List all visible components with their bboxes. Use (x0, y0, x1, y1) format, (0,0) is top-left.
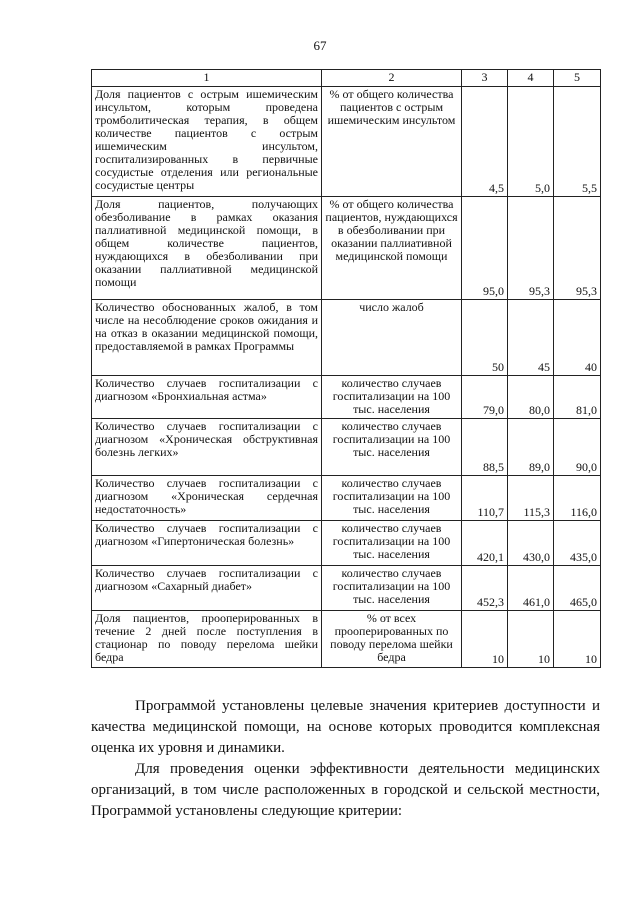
value-cell: 10 (508, 611, 554, 668)
table-row (92, 197, 601, 300)
value-cell: 115,3 (508, 476, 554, 521)
paragraph: Для проведения оценки эффективности деятельности медицинских организаций, в том числе расположенных в городской и сельской местности, Программой установлены следующие критерии: (91, 761, 600, 819)
value-cell: 110,7 (462, 476, 508, 521)
indicator-cell: Количество случаев госпитализации с диагнозом «Сахарный диабет» (92, 566, 322, 611)
column-header: 2 (322, 70, 462, 87)
value-cell: 90,0 (554, 419, 601, 476)
value-cell: 452,3 (462, 566, 508, 611)
table-row (92, 419, 601, 476)
indicator-cell: Доля пациентов, прооперированных в течение 2 дней после поступления в стационар по поводу перелома шейки бедра (92, 611, 322, 668)
value-cell: 465,0 (554, 566, 601, 611)
indicator-cell: Количество обоснованных жалоб, в том числе на несоблюдение сроков ожидания и на отказ в оказании медицинской помощи, предоставляемой в рамках Программы (92, 300, 322, 376)
column-header: 5 (554, 70, 601, 87)
value-cell: 4,5 (462, 87, 508, 197)
value-cell: 435,0 (554, 521, 601, 566)
value-cell: 5,0 (508, 87, 554, 197)
paragraph: Программой установлены целевые значения критериев доступности и качества медицинской помощи, на основе которых проводится комплексная оценка их уровня и динамики. (91, 698, 600, 756)
unit-cell: количество случаев госпитализации на 100 тыс. населения (322, 419, 462, 476)
column-header: 3 (462, 70, 508, 87)
body-text (91, 696, 600, 822)
table-row (92, 566, 601, 611)
value-cell: 10 (462, 611, 508, 668)
value-cell: 95,3 (508, 197, 554, 300)
unit-cell: количество случаев госпитализации на 100 тыс. населения (322, 521, 462, 566)
unit-cell: % от общего количества пациентов с острым ишемическим инсультом (322, 87, 462, 197)
table-row (92, 611, 601, 668)
table-row (92, 521, 601, 566)
value-cell: 40 (554, 300, 601, 376)
indicator-cell: Количество случаев госпитализации с диагнозом «Бронхиальная астма» (92, 376, 322, 419)
unit-cell: количество случаев госпитализации на 100 тыс. населения (322, 476, 462, 521)
criteria-table (91, 69, 601, 668)
column-header: 4 (508, 70, 554, 87)
unit-cell: количество случаев госпитализации на 100 тыс. населения (322, 376, 462, 419)
indicator-cell: Количество случаев госпитализации с диагнозом «Хроническая обструктивная болезнь легких» (92, 419, 322, 476)
table-row (92, 376, 601, 419)
value-cell: 420,1 (462, 521, 508, 566)
value-cell: 50 (462, 300, 508, 376)
unit-cell: количество случаев госпитализации на 100 тыс. населения (322, 566, 462, 611)
value-cell: 10 (554, 611, 601, 668)
value-cell: 89,0 (508, 419, 554, 476)
indicator-cell: Доля пациентов, получающих обезболивание в рамках оказания паллиативной медицинской помощи, в общем количестве пациентов, нуждающихся в обезболивании при оказании паллиативной медицинской помощи (92, 197, 322, 300)
unit-cell: число жалоб (322, 300, 462, 376)
page-number: 67 (313, 38, 327, 53)
value-cell: 81,0 (554, 376, 601, 419)
table-row (92, 476, 601, 521)
unit-cell: % от всех прооперированных по поводу перелома шейки бедра (322, 611, 462, 668)
value-cell: 5,5 (554, 87, 601, 197)
value-cell: 430,0 (508, 521, 554, 566)
value-cell: 45 (508, 300, 554, 376)
value-cell: 116,0 (554, 476, 601, 521)
table-row (92, 87, 601, 197)
value-cell: 461,0 (508, 566, 554, 611)
indicator-cell: Количество случаев госпитализации с диагнозом «Гипертоническая болезнь» (92, 521, 322, 566)
value-cell: 79,0 (462, 376, 508, 419)
value-cell: 95,3 (554, 197, 601, 300)
value-cell: 88,5 (462, 419, 508, 476)
indicator-cell: Количество случаев госпитализации с диагнозом «Хроническая сердечная недостаточность» (92, 476, 322, 521)
unit-cell: % от общего количества пациентов, нуждающихся в обезболивании при оказании паллиативной медицинской помощи (322, 197, 462, 300)
value-cell: 95,0 (462, 197, 508, 300)
column-header: 1 (92, 70, 322, 87)
indicator-cell: Доля пациентов с острым ишемическим инсультом, которым проведена тромболитическая терапия, в общем количестве пациентов с острым ишемическим инсультом, госпитализированных в первичные сосудистые отделения или региональные сосудистые центры (92, 87, 322, 197)
table-row (92, 300, 601, 376)
value-cell: 80,0 (508, 376, 554, 419)
table-header-row (92, 70, 601, 87)
